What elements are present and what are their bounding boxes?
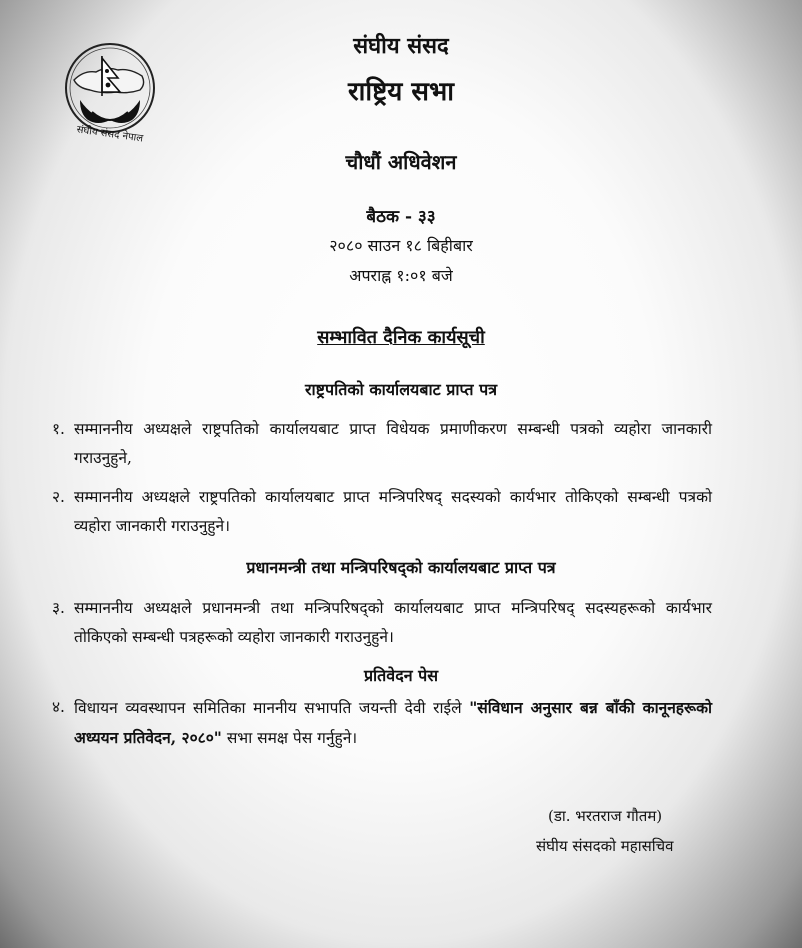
- logo-caption: संघीय संसद नेपाल: [75, 124, 144, 145]
- section-heading-president: राष्ट्रपतिको कार्यालयबाट प्राप्त पत्र: [304, 380, 498, 399]
- agenda-item: [52, 693, 712, 753]
- item-number: २.: [52, 488, 65, 506]
- item-text: सम्माननीय अध्यक्षले राष्ट्रपतिको कार्यालयबाट प्राप्त मन्त्रिपरिषद् सदस्यको कार्यभार तोकिएको सम्बन्धी पत्रको व्यहोरा जानकारी गराउनुहुने।: [74, 488, 712, 535]
- item-number: ३.: [52, 599, 65, 617]
- assembly-title: राष्ट्रिय सभा: [347, 77, 454, 107]
- section-heading-prime-minister: प्रधानमन्त्री तथा मन्त्रिपरिषद्को कार्यालयबाट प्राप्त पत्र: [246, 558, 556, 577]
- report-title: "संविधान अनुसार बन्न बाँकी कानूनहरूको अध्ययन प्रतिवेदन, २०८०": [74, 698, 712, 747]
- session-title: चौधौं अधिवेशन: [345, 150, 457, 174]
- parliament-title: संघीय संसद: [353, 33, 449, 59]
- agenda-item: [52, 594, 712, 652]
- signatory-name: (डा. भरतराज गौतम): [548, 807, 663, 825]
- agenda-item: [52, 483, 712, 541]
- item-number: ४.: [52, 698, 65, 716]
- item-text-post: सभा समक्ष पेस गर्नुहुने।: [221, 729, 358, 747]
- agenda-item: [52, 415, 712, 473]
- signatory-title: संघीय संसदको महासचिव: [536, 837, 674, 855]
- meeting-time: अपराह्न १:०१ बजे: [349, 266, 453, 285]
- item-text: सम्माननीय अध्यक्षले राष्ट्रपतिको कार्यालयबाट प्राप्त विधेयक प्रमाणीकरण सम्बन्धी पत्रको व्यहोरा जानकारी गराउनुहुने,: [74, 420, 712, 467]
- meeting-number: बैठक - ३३: [366, 207, 436, 227]
- item-text: सम्माननीय अध्यक्षले प्रधानमन्त्री तथा मन्त्रिपरिषद्को कार्यालयबाट प्राप्त मन्त्रिपरिषद् सदस्यहरूको कार्यभार तोकिएको सम्बन्धी पत्रहरूको व्यहोरा जानकारी गराउनुहुने।: [74, 599, 712, 646]
- item-text: [74, 693, 712, 753]
- agenda-title: सम्भावित दैनिक कार्यसूची: [317, 327, 485, 348]
- section-heading-report: प्रतिवेदन पेस: [363, 666, 439, 685]
- item-number: १.: [52, 420, 65, 438]
- item-text-pre: विधायन व्यवस्थापन समितिका माननीय सभापति जयन्ती देवी राईले: [74, 699, 470, 717]
- meeting-date: २०८० साउन १८ बिहीबार: [329, 236, 473, 255]
